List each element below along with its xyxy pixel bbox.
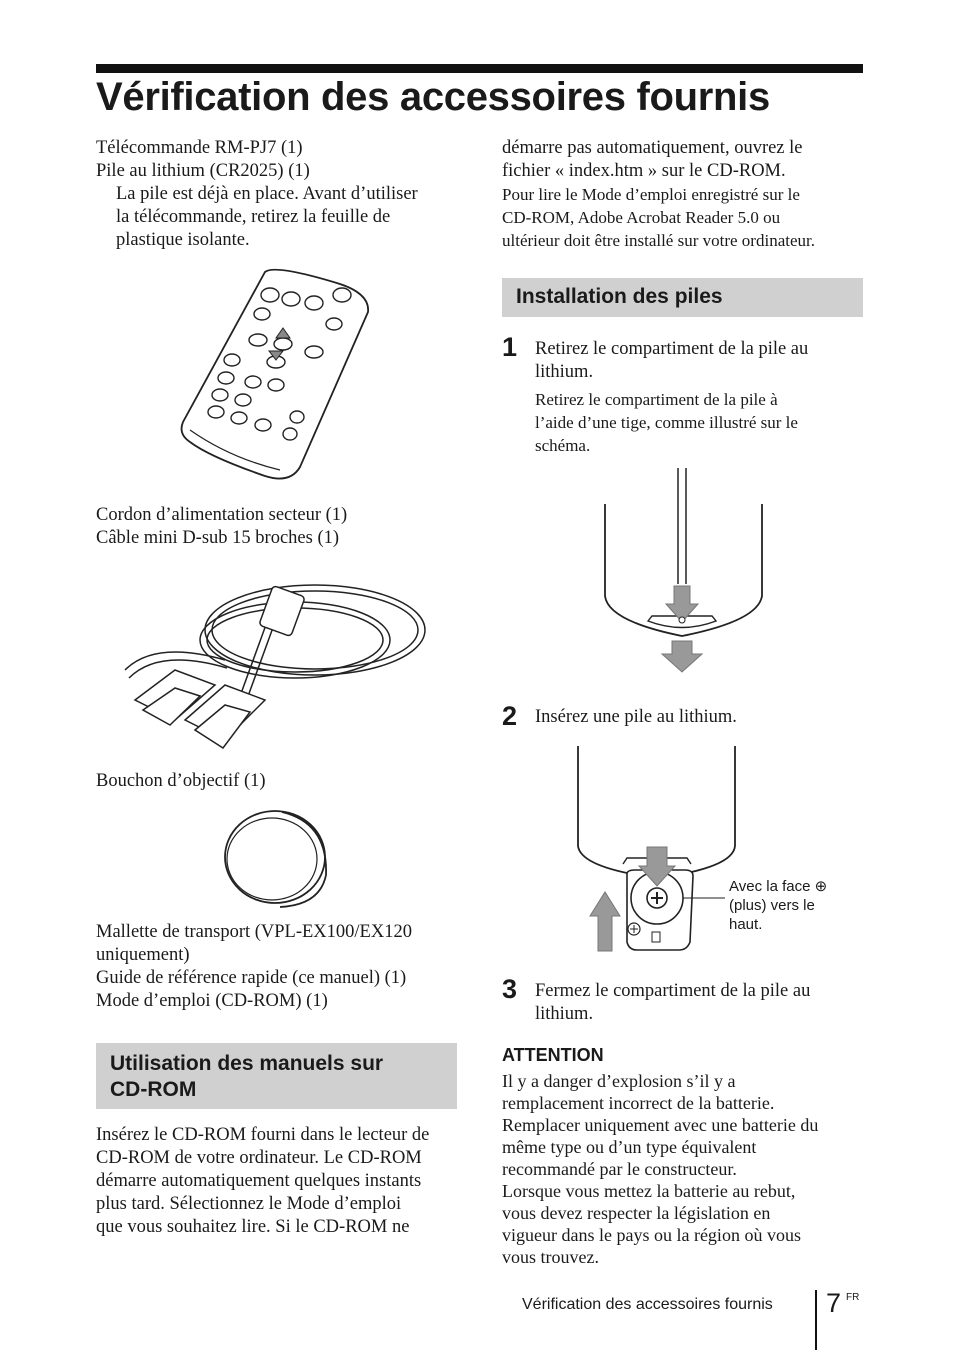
- cdrom-instructions: [96, 1124, 429, 1239]
- step-number: 3: [502, 974, 518, 1004]
- list-item: uniquement): [96, 945, 190, 965]
- accessory-list-cables: [96, 504, 347, 550]
- remote-control-illustration: [170, 262, 380, 492]
- list-item: Guide de référence rapide (ce manuel) (1): [96, 968, 407, 988]
- step-number: 2: [502, 701, 518, 731]
- step-line: lithium.: [535, 362, 594, 382]
- page-title: Vérification des accessoires fournis: [96, 75, 770, 119]
- paragraph-line: démarre pas automatiquement, ouvrez le: [502, 138, 803, 158]
- step-1-detail: [535, 388, 798, 457]
- footer-divider: [815, 1290, 817, 1350]
- accessory-list-other: [96, 921, 412, 1013]
- caption-line: Avec la face ⊕: [729, 878, 828, 895]
- step-1-text: [535, 338, 808, 384]
- remove-compartment-illustration: [600, 466, 770, 676]
- running-footer: Vérification des accessoires fournis: [522, 1296, 773, 1313]
- step-2-text: [535, 706, 737, 729]
- step-number: 1: [502, 332, 518, 362]
- warning-line: Lorsque vous mettez la batterie au rebut,: [502, 1181, 796, 1201]
- paragraph-line: fichier « index.htm » sur le CD-ROM.: [502, 161, 786, 181]
- acrobat-note: [502, 183, 815, 252]
- battery-note-line: la télécommande, retirez la feuille de: [116, 207, 391, 227]
- accessory-list-lens-cap: [96, 770, 266, 793]
- paragraph-line: Insérez le CD-ROM fourni dans le lecteur de: [96, 1125, 430, 1145]
- lens-cap-illustration: [220, 805, 335, 915]
- step-detail-line: Retirez le compartiment de la pile à: [535, 390, 778, 409]
- section-heading-batteries: Installation des piles: [502, 278, 863, 317]
- heading-line: Utilisation des manuels sur: [110, 1052, 384, 1075]
- list-item: Télécommande RM-PJ7 (1): [96, 138, 303, 158]
- vga-cable-illustration: [115, 560, 435, 760]
- paragraph-line: plus tard. Sélectionnez le Mode d’emploi: [96, 1194, 402, 1214]
- attention-heading: ATTENTION: [502, 1045, 604, 1065]
- warning-line: vous trouvez.: [502, 1247, 599, 1267]
- list-item: Cordon d’alimentation secteur (1): [96, 505, 348, 525]
- list-item: Pile au lithium (CR2025) (1): [96, 161, 310, 181]
- accessory-list-remote: [96, 137, 418, 252]
- paragraph-line: démarre automatiquement quelques instants: [96, 1171, 422, 1191]
- list-item: Mallette de transport (VPL-EX100/EX120: [96, 922, 412, 942]
- list-item: Mode d’emploi (CD-ROM) (1): [96, 991, 328, 1011]
- paragraph-line: que vous souhaitez lire. Si le CD-ROM ne: [96, 1217, 410, 1237]
- list-item: Câble mini D-sub 15 broches (1): [96, 528, 340, 548]
- step-line: Insérez une pile au lithium.: [535, 707, 737, 727]
- section-heading-cdrom: [96, 1043, 457, 1109]
- paragraph-line: ultérieur doit être installé sur votre ordinateur.: [502, 231, 815, 250]
- heading-line: CD-ROM: [110, 1078, 197, 1101]
- title-rule: [96, 64, 863, 73]
- paragraph-line: Pour lire le Mode d’emploi enregistré sur le: [502, 185, 800, 204]
- warning-line: vous devez respecter la législation en: [502, 1203, 771, 1223]
- page-number: 7: [826, 1288, 842, 1318]
- battery-note-line: plastique isolante.: [116, 230, 250, 250]
- warning-line: même type ou d’un type équivalent: [502, 1137, 757, 1157]
- caption-line: haut.: [729, 916, 763, 933]
- language-code: FR: [846, 1292, 860, 1303]
- warning-line: recommandé par le constructeur.: [502, 1159, 737, 1179]
- plus-side-caption: [729, 877, 827, 934]
- list-item: Bouchon d’objectif (1): [96, 771, 266, 791]
- insert-battery-illustration: [575, 746, 735, 956]
- cdrom-continuation: [502, 137, 803, 183]
- step-line: lithium.: [535, 1004, 594, 1024]
- paragraph-line: CD-ROM, Adobe Acrobat Reader 5.0 ou: [502, 208, 781, 227]
- paragraph-line: CD-ROM de votre ordinateur. Le CD-ROM: [96, 1148, 422, 1168]
- step-3-text: [535, 980, 810, 1026]
- battery-note-line: La pile est déjà en place. Avant d’utiliser: [116, 184, 418, 204]
- caption-line: (plus) vers le: [729, 897, 815, 914]
- warning-line: Remplacer uniquement avec une batterie du: [502, 1115, 819, 1135]
- warning-line: remplacement incorrect de la batterie.: [502, 1093, 775, 1113]
- step-line: Retirez le compartiment de la pile au: [535, 339, 809, 359]
- step-detail-line: l’aide d’une tige, comme illustré sur le: [535, 413, 798, 432]
- step-line: Fermez le compartiment de la pile au: [535, 981, 811, 1001]
- attention-text: [502, 1070, 818, 1268]
- step-detail-line: schéma.: [535, 436, 591, 455]
- warning-line: Il y a danger d’explosion s’il y a: [502, 1071, 736, 1091]
- warning-line: vigueur dans le pays ou la région où vous: [502, 1225, 801, 1245]
